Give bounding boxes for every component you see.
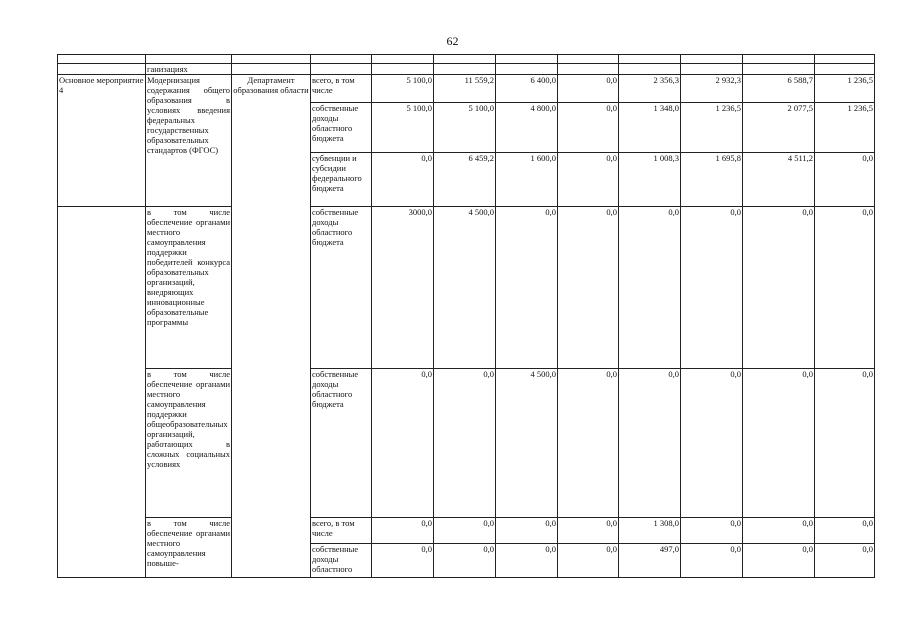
value-cell: 0,0: [815, 369, 875, 518]
table-row: [58, 64, 875, 75]
activity-description: Модернизация содержания общего образования в условиях введения федеральных государственных образовательных стандартов (ФГОС): [146, 75, 232, 207]
header-stub-row: [58, 55, 875, 64]
value-cell: 0,0: [372, 518, 434, 544]
responsible-department: Департамент образования области: [232, 75, 311, 578]
value-cell: 4 511,2: [743, 153, 815, 207]
funding-source: всего, в том числе: [311, 75, 372, 103]
table-row: [58, 75, 875, 103]
budget-table: [57, 54, 875, 578]
value-cell: 5 100,0: [434, 103, 496, 153]
value-cell: 1 236,5: [815, 75, 875, 103]
value-cell: 0,0: [496, 207, 558, 369]
value-cell: 6 588,7: [743, 75, 815, 103]
value-cell: 497,0: [619, 544, 681, 578]
value-cell: 0,0: [372, 544, 434, 578]
funding-source: собственные доходы областного бюджета: [311, 103, 372, 153]
value-cell: 0,0: [434, 544, 496, 578]
table-row: [58, 207, 875, 369]
value-cell: 0,0: [558, 518, 619, 544]
value-cell: 0,0: [743, 207, 815, 369]
value-cell: 11 559,2: [434, 75, 496, 103]
value-cell: 0,0: [815, 207, 875, 369]
value-cell: 0,0: [372, 153, 434, 207]
table-row: [58, 518, 875, 544]
value-cell: 0,0: [681, 518, 743, 544]
value-cell: 0,0: [681, 369, 743, 518]
subactivity-description: в том числе обеспечение органами местного самоуправления поддержки победителей конкурса образовательных организаций, внедряющих инновационные образовательные программы: [146, 207, 232, 369]
value-cell: 0,0: [558, 369, 619, 518]
value-cell: 2 932,3: [681, 75, 743, 103]
value-cell: 1 236,5: [815, 103, 875, 153]
value-cell: 0,0: [681, 544, 743, 578]
value-cell: 5 100,0: [372, 75, 434, 103]
value-cell: 0,0: [496, 518, 558, 544]
value-cell: 1 600,0: [496, 153, 558, 207]
value-cell: 0,0: [558, 103, 619, 153]
value-cell: 0,0: [681, 207, 743, 369]
activity-name: Основное мероприятие 4: [58, 75, 146, 207]
value-cell: 0,0: [619, 207, 681, 369]
value-cell: 1 348,0: [619, 103, 681, 153]
value-cell: 5 100,0: [372, 103, 434, 153]
value-cell: 0,0: [434, 518, 496, 544]
value-cell: 1 008,3: [619, 153, 681, 207]
funding-source: субвенции и субсидии федерального бюджета: [311, 153, 372, 207]
subactivity-description: в том числе обеспечение органами местного самоуправления повыше-: [146, 518, 232, 578]
value-cell: 0,0: [743, 518, 815, 544]
funding-source: собственные доходы областного бюджета: [311, 369, 372, 518]
value-cell: 0,0: [743, 369, 815, 518]
value-cell: 4 800,0: [496, 103, 558, 153]
value-cell: 0,0: [743, 544, 815, 578]
value-cell: 2 356,3: [619, 75, 681, 103]
value-cell: 1 236,5: [681, 103, 743, 153]
page-number: 62: [446, 34, 459, 48]
value-cell: 0,0: [558, 75, 619, 103]
funding-source: собственные доходы областного бюджета: [311, 207, 372, 369]
value-cell: 0,0: [815, 153, 875, 207]
value-cell: 0,0: [815, 518, 875, 544]
value-cell: 2 077,5: [743, 103, 815, 153]
value-cell: 0,0: [815, 544, 875, 578]
value-cell: 0,0: [619, 369, 681, 518]
table-row: [58, 369, 875, 518]
value-cell: 4 500,0: [496, 369, 558, 518]
value-cell: 0,0: [558, 544, 619, 578]
funding-source: всего, в том числе: [311, 518, 372, 544]
value-cell: 3000,0: [372, 207, 434, 369]
value-cell: 0,0: [434, 369, 496, 518]
subactivity-description: в том числе обеспечение органами местного самоуправления поддержки общеобразовательных организаций, работающих в сложных социальных условиях: [146, 369, 232, 518]
continuation-text: ганизациях: [146, 64, 232, 75]
value-cell: 0,0: [372, 369, 434, 518]
value-cell: 1 695,8: [681, 153, 743, 207]
value-cell: 0,0: [558, 207, 619, 369]
funding-source: собственные доходы областного: [311, 544, 372, 578]
value-cell: 6 400,0: [496, 75, 558, 103]
value-cell: 0,0: [496, 544, 558, 578]
value-cell: 6 459,2: [434, 153, 496, 207]
value-cell: 4 500,0: [434, 207, 496, 369]
value-cell: 1 308,0: [619, 518, 681, 544]
value-cell: 0,0: [558, 153, 619, 207]
